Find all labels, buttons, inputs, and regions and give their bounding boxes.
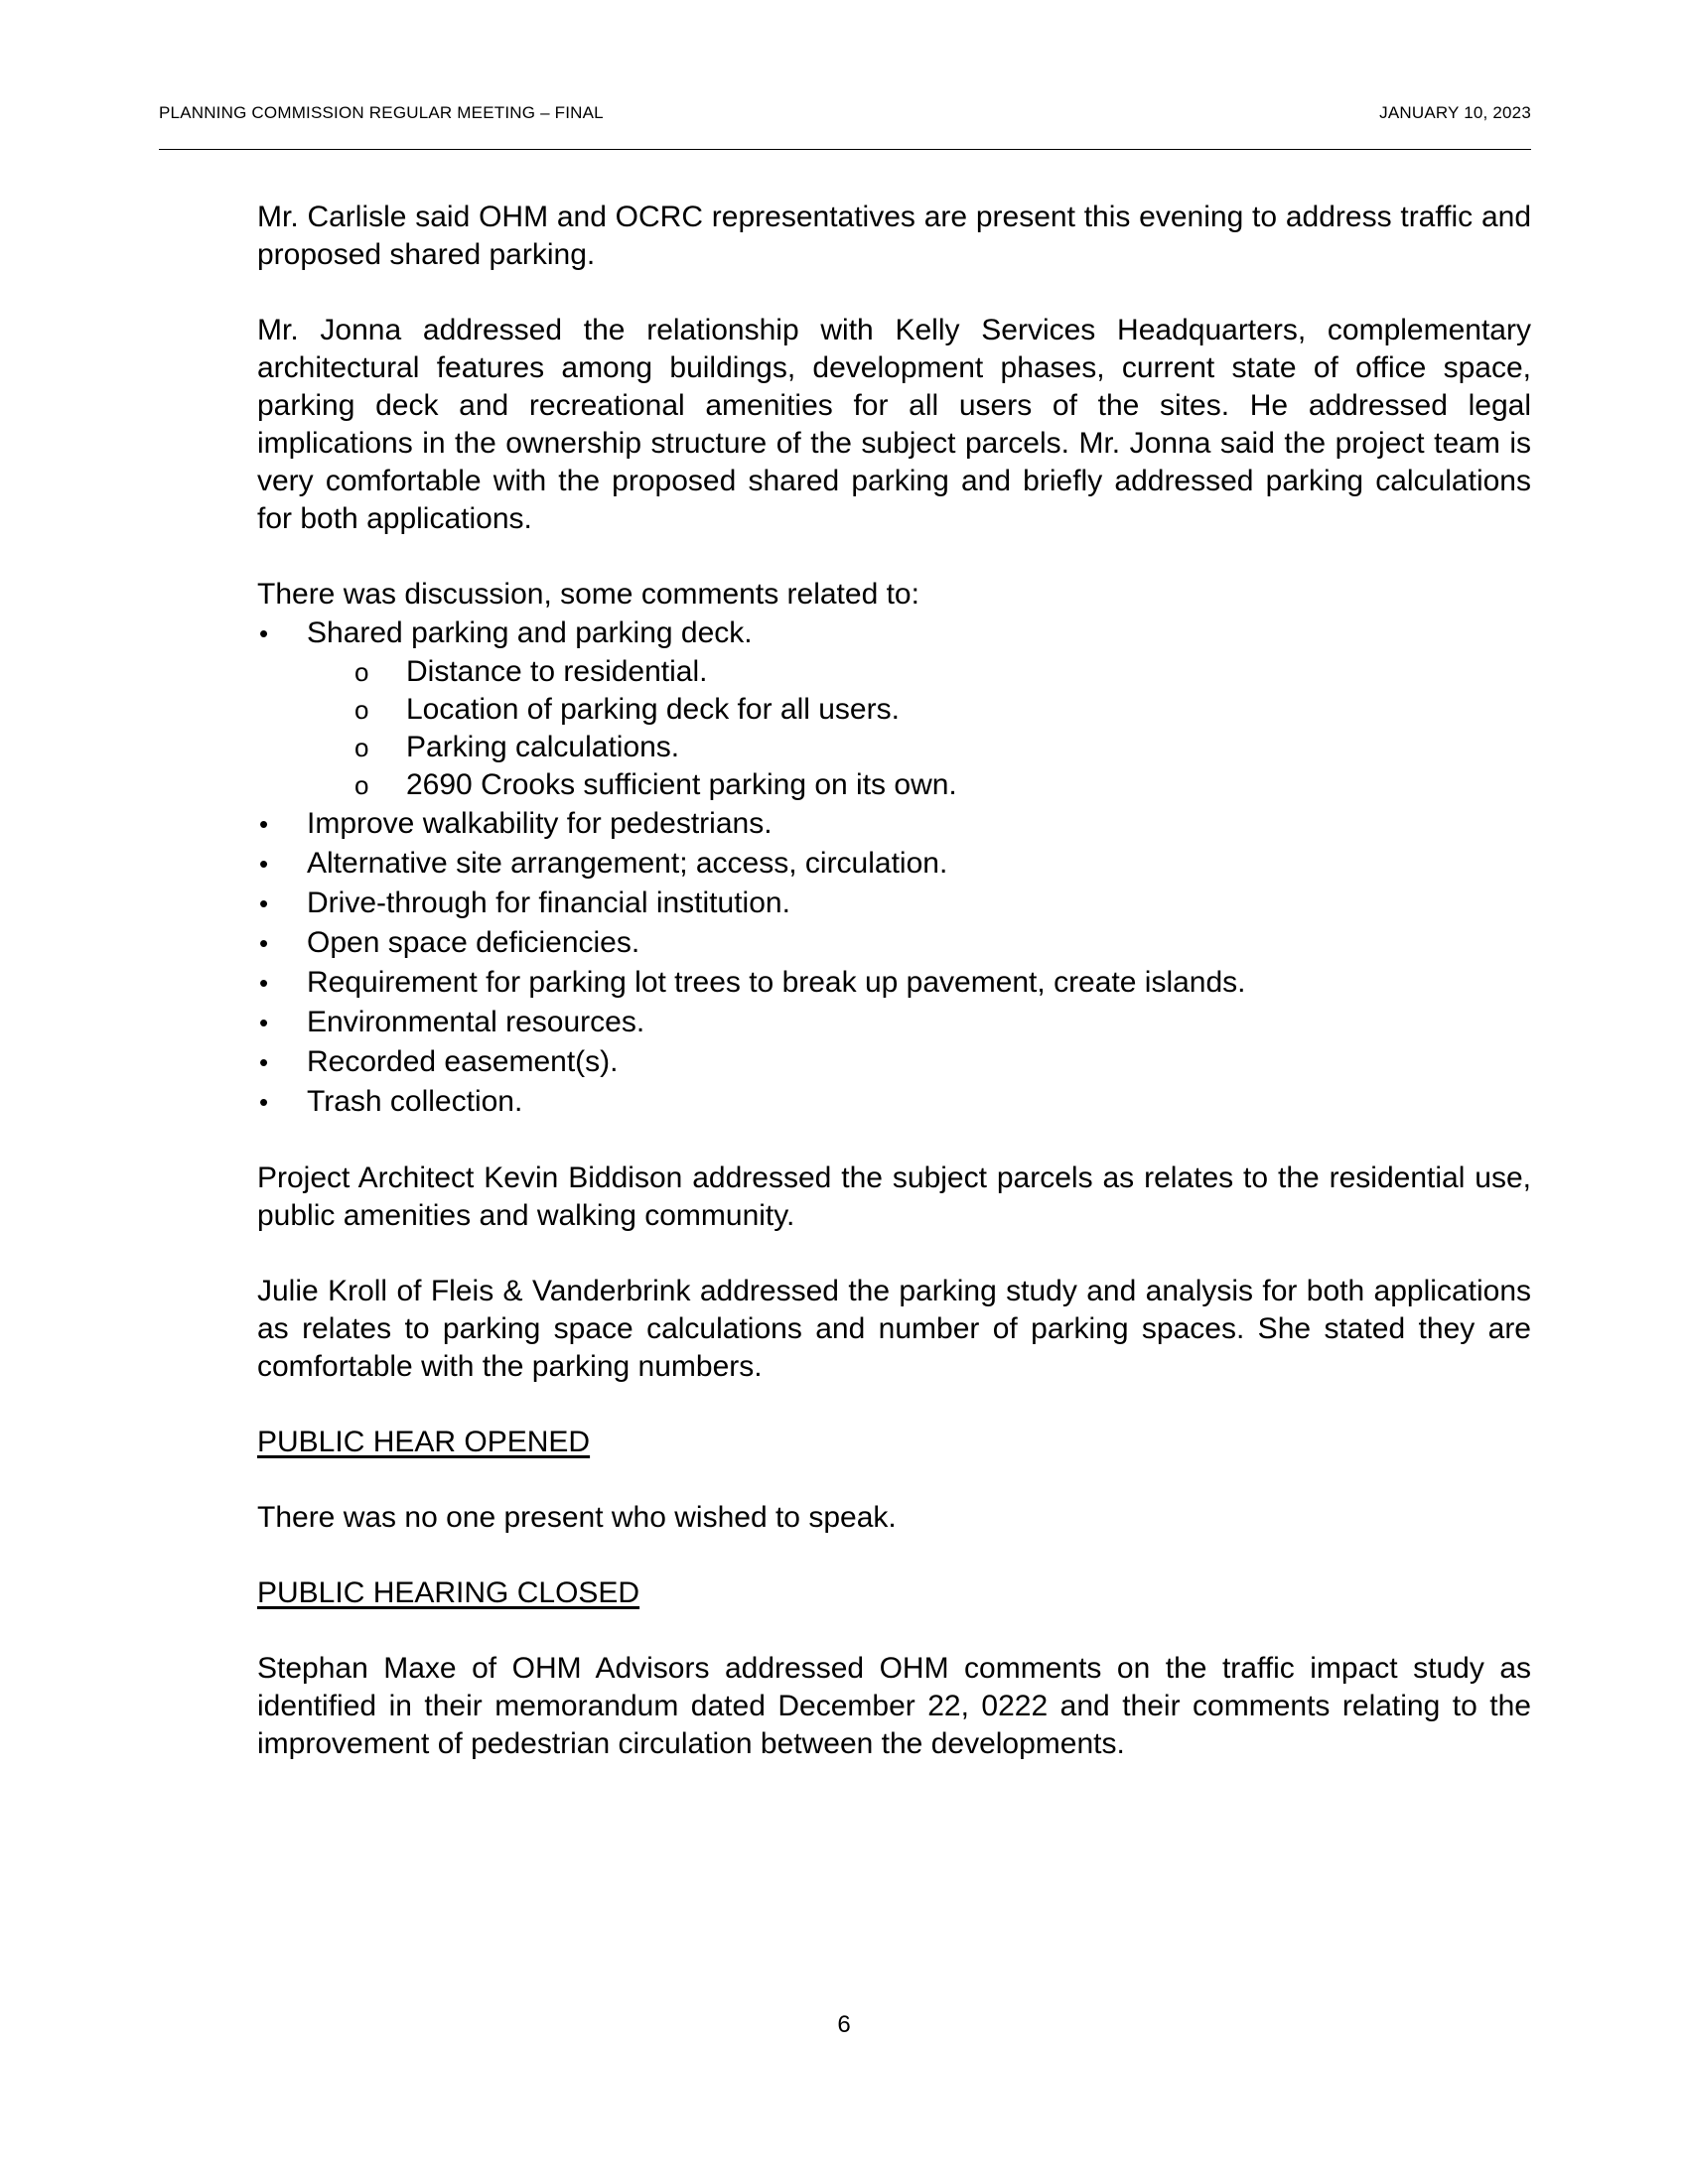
list-item-text: Improve walkability for pedestrians. bbox=[307, 807, 773, 840]
bullet-icon: • bbox=[259, 1087, 269, 1117]
discussion-intro: There was discussion, some comments related to: bbox=[257, 578, 919, 611]
paragraph-jonna: Mr. Jonna addressed the relationship with Kelly Services Headquarters, complementary architectural features among buildings, development phases, current state of office space, parking deck and recreational amenities for all users of the sites. He addressed legal implications in the ownership structure of the subject parcels. Mr. Jonna said the project team is very comfortable with the proposed shared parking and briefly addressed parking calculations for both applications. bbox=[257, 314, 1531, 535]
list-item bbox=[257, 614, 1531, 804]
bullet-icon: • bbox=[259, 888, 269, 918]
header-date: JANUARY 10, 2023 bbox=[1379, 103, 1531, 122]
list-item bbox=[257, 923, 1531, 963]
circle-bullet-icon: o bbox=[354, 770, 369, 800]
header-divider bbox=[159, 149, 1531, 150]
paragraph-carlisle: Mr. Carlisle said OHM and OCRC representatives are present this evening to address traffic and proposed shared parking. bbox=[257, 201, 1531, 271]
list-item bbox=[257, 804, 1531, 844]
list-item-text: Requirement for parking lot trees to break up pavement, create islands. bbox=[307, 966, 1246, 999]
list-item bbox=[257, 844, 1531, 884]
bullet-icon: • bbox=[259, 1047, 269, 1077]
list-item bbox=[257, 963, 1531, 1003]
circle-bullet-icon: o bbox=[354, 695, 369, 725]
paragraph-maxe: Stephan Maxe of OHM Advisors addressed OHM comments on the traffic impact study as identified in their memorandum dated December 22, 0222 and their comments relating to the improvement of pedestrian circulation between the developments. bbox=[257, 1652, 1531, 1760]
list-item bbox=[257, 1082, 1531, 1122]
list-item bbox=[257, 884, 1531, 923]
list-item-text: Trash collection. bbox=[307, 1085, 523, 1118]
bullet-icon: • bbox=[259, 809, 269, 839]
sub-list-item bbox=[307, 766, 1531, 804]
page-body bbox=[257, 199, 1531, 1801]
list-item-text: Recorded easement(s). bbox=[307, 1045, 619, 1078]
sub-list bbox=[307, 653, 1531, 804]
heading-public-hearing-opened: PUBLIC HEAR OPENED bbox=[257, 1426, 591, 1458]
heading-public-hearing-closed: PUBLIC HEARING CLOSED bbox=[257, 1576, 640, 1609]
sub-list-item bbox=[307, 729, 1531, 766]
circle-bullet-icon: o bbox=[354, 657, 369, 687]
bullet-icon: • bbox=[259, 618, 269, 648]
sub-list-item-text: Distance to residential. bbox=[406, 655, 708, 688]
bullet-icon: • bbox=[259, 849, 269, 879]
sub-list-item-text: 2690 Crooks sufficient parking on its own. bbox=[406, 768, 957, 801]
discussion-list bbox=[257, 614, 1531, 1122]
list-item bbox=[257, 1042, 1531, 1082]
page-number: 6 bbox=[837, 2011, 851, 2038]
list-item-text: Open space deficiencies. bbox=[307, 926, 640, 959]
page-header bbox=[159, 103, 1531, 125]
sub-list-item-text: Parking calculations. bbox=[406, 731, 680, 763]
header-document-title: PLANNING COMMISSION REGULAR MEETING – FINAL bbox=[159, 103, 604, 122]
bullet-icon: • bbox=[259, 1008, 269, 1037]
list-item-text: Environmental resources. bbox=[307, 1006, 645, 1038]
list-item bbox=[257, 1003, 1531, 1042]
paragraph-biddison: Project Architect Kevin Biddison addressed the subject parcels as relates to the residential use, public amenities and walking community. bbox=[257, 1161, 1531, 1232]
list-item-text: Alternative site arrangement; access, circulation. bbox=[307, 847, 948, 880]
bullet-icon: • bbox=[259, 968, 269, 998]
list-item-text: Drive-through for financial institution. bbox=[307, 887, 790, 919]
bullet-icon: • bbox=[259, 928, 269, 958]
sub-list-item-text: Location of parking deck for all users. bbox=[406, 693, 900, 726]
list-item-text: Shared parking and parking deck. bbox=[307, 616, 753, 649]
paragraph-kroll: Julie Kroll of Fleis & Vanderbrink addressed the parking study and analysis for both applications as relates to parking space calculations and number of parking spaces. She stated they are comfortable with the parking numbers. bbox=[257, 1275, 1531, 1383]
sub-list-item bbox=[307, 653, 1531, 691]
paragraph-no-speakers: There was no one present who wished to speak. bbox=[257, 1501, 897, 1534]
sub-list-item bbox=[307, 691, 1531, 729]
circle-bullet-icon: o bbox=[354, 733, 369, 762]
